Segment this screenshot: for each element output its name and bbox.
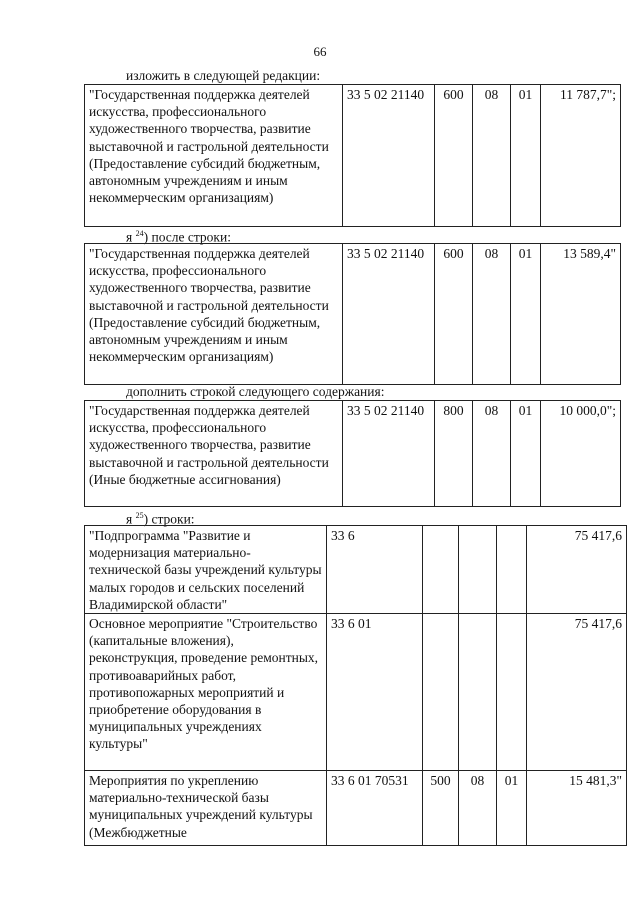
caption-2: я $^{24}$) после строки:: [126, 229, 231, 245]
row-name-cell: "Государственная поддержка деятелей искусства, профессионального художественного творчества, развитие выставочной и гастрольной деятельности (Предоставление субсидий бюджетным, автономным учреждениям и иным некоммерческим организациям): [85, 85, 343, 227]
row-name-cell: "Подпрограмма "Развитие и модернизация материально-технической базы учреждений культуры малых городов и сельских поселений Владимирской области": [85, 526, 327, 614]
row-rz-cell: 08: [473, 244, 511, 385]
row-code-cell: 33 6 01 70531: [327, 771, 423, 846]
caption-3: дополнить строкой следующего содержания:: [126, 384, 385, 399]
table-block-4: [84, 525, 627, 846]
row-code-cell: 33 6 01: [327, 614, 423, 771]
row-code-cell: 33 5 02 21140: [343, 244, 435, 385]
row-name-cell: "Государственная поддержка деятелей искусства, профессионального художественного творчества, развитие выставочной и гастрольной деятельности (Предоставление субсидий бюджетным, автономным учреждениям и иным некоммерческим организациям): [85, 244, 343, 385]
row-rz-cell: [459, 526, 497, 614]
row-sum-cell: 15 481,3": [527, 771, 627, 846]
table-row: [85, 244, 621, 385]
row-code-cell: 33 5 02 21140: [343, 85, 435, 227]
row-name-cell: "Государственная поддержка деятелей искусства, профессионального художественного творчества, развитие выставочной и гастрольной деятельности (Иные бюджетные ассигнования): [85, 401, 343, 507]
row-rz-cell: [459, 614, 497, 771]
row-pr-cell: 01: [511, 85, 541, 227]
row-vr-cell: [423, 614, 459, 771]
row-rz-cell: 08: [473, 401, 511, 507]
table-row: [85, 85, 621, 227]
row-code-cell: 33 6: [327, 526, 423, 614]
row-pr-cell: 01: [511, 244, 541, 385]
row-name-cell: Основное мероприятие "Строительство (капитальные вложения), реконструкция, проведение ремонтных, противоаварийных работ, противопожарных мероприятий и приобретение оборудования в муниципальных учреждениях культуры": [85, 614, 327, 771]
table-row: [85, 771, 627, 846]
row-sum-cell: 11 787,7";: [541, 85, 621, 227]
row-vr-cell: 600: [435, 85, 473, 227]
row-rz-cell: 08: [473, 85, 511, 227]
table-block-1: [84, 84, 621, 227]
row-sum-cell: 10 000,0";: [541, 401, 621, 507]
row-vr-cell: 800: [435, 401, 473, 507]
row-pr-cell: 01: [497, 771, 527, 846]
table-block-3: [84, 400, 621, 507]
row-sum-cell: 13 589,4": [541, 244, 621, 385]
row-pr-cell: 01: [511, 401, 541, 507]
row-name-cell: Мероприятия по укреплению материально-технической базы муниципальных учреждений культуры (Межбюджетные: [85, 771, 327, 846]
table-block-2: [84, 243, 621, 385]
page-number: 66: [313, 44, 327, 59]
row-pr-cell: [497, 526, 527, 614]
row-code-cell: 33 5 02 21140: [343, 401, 435, 507]
table-row: [85, 401, 621, 507]
table-row: [85, 614, 627, 771]
row-pr-cell: [497, 614, 527, 771]
caption-1: изложить в следующей редакции:: [126, 68, 321, 83]
row-sum-cell: 75 417,6: [527, 614, 627, 771]
table-row: [85, 526, 627, 614]
row-sum-cell: 75 417,6: [527, 526, 627, 614]
caption-4: я $^{25}$) строки:: [126, 511, 195, 527]
row-vr-cell: [423, 526, 459, 614]
row-rz-cell: 08: [459, 771, 497, 846]
row-vr-cell: 500: [423, 771, 459, 846]
row-vr-cell: 600: [435, 244, 473, 385]
